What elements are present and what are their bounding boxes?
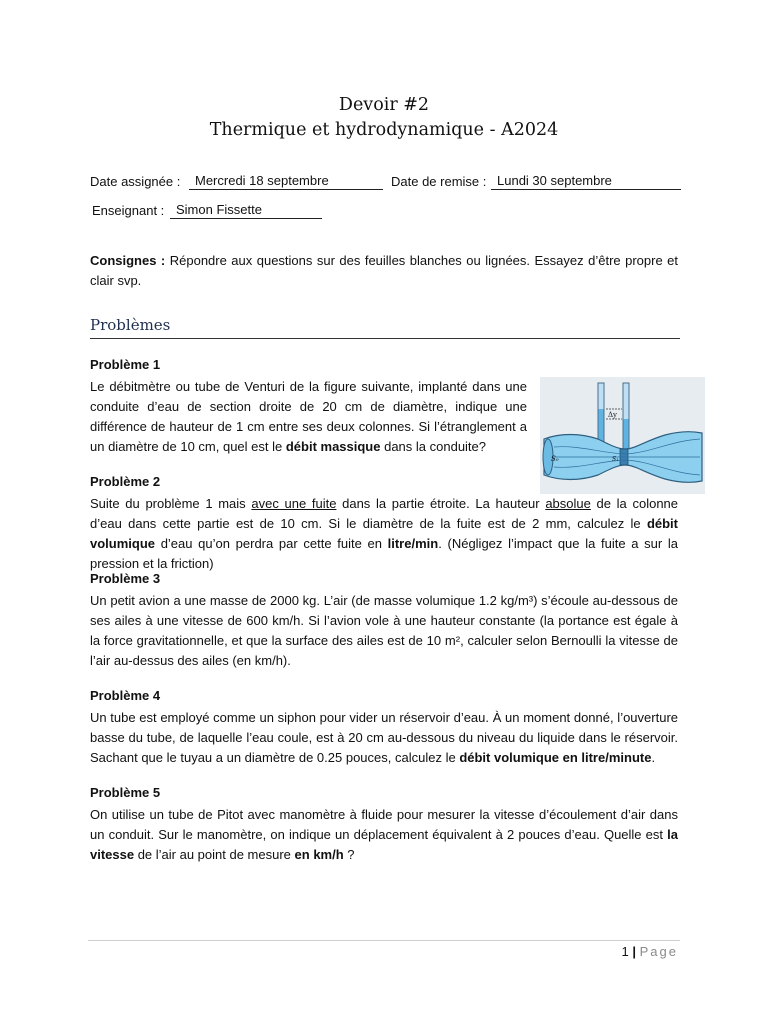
teacher-label: Enseignant : (92, 203, 165, 218)
page-word: Page (639, 944, 678, 959)
problem-2-bold-b: litre/min (387, 536, 439, 551)
figure-label-s1: S₁ (612, 456, 619, 463)
problem-2-text-d: d’eau qu’on perdra par cette fuite en (155, 536, 388, 551)
problem-5-title: Problème 5 (90, 785, 161, 800)
section-title: Problèmes (90, 316, 680, 339)
problem-2-text-b: dans la partie étroite. La hauteur (336, 496, 546, 511)
problem-4-title: Problème 4 (90, 688, 161, 703)
problem-2-text-e: . (Négligez l’impact que la fuite a sur la pression et la friction) (90, 536, 678, 571)
document-title: Devoir #2 (338, 95, 430, 115)
document-subtitle: Thermique et hydrodynamique - A2024 (209, 120, 559, 140)
date-assigned-label: Date assignée : (90, 174, 181, 189)
problem-1-title: Problème 1 (90, 357, 161, 372)
problem-1-text-b: dans la conduite? (380, 439, 487, 454)
problem-1-text (90, 377, 527, 457)
problem-5-text-b: de l’air au point de mesure (134, 847, 295, 862)
teacher-value: Simon Fissette (170, 202, 322, 219)
problem-5-bold-a: la vitesse (90, 827, 678, 862)
problem-5-text-c: ? (343, 847, 355, 862)
problem-2-text (90, 494, 678, 574)
problem-4-text-b: . (651, 750, 656, 765)
venturi-diagram (540, 377, 705, 494)
problem-1-bold: débit massique (285, 439, 381, 454)
problem-2-text-a: Suite du problème 1 mais (90, 496, 252, 511)
page-separator: | (628, 944, 640, 959)
figure-label-dy: Δy (608, 411, 618, 419)
footer-divider (88, 940, 680, 941)
problem-2-title: Problème 2 (90, 474, 161, 489)
problem-5-text-a: On utilise un tube de Pitot avec manomètre à fluide pour mesurer la vitesse d’écoulement d’air dans un conduit. Sur le manomètre, on indique un déplacement équivalent à 2 pouces d’eau. Quelle est (90, 807, 678, 842)
instructions (90, 251, 678, 291)
problem-2-bold-a: débit volumique (90, 516, 678, 551)
figure-label-s0: S₀ (551, 455, 559, 463)
page-number: 1 (621, 944, 629, 959)
instructions-text: Répondre aux questions sur des feuilles blanches ou lignées. Essayez d’être propre et clair svp. (90, 253, 678, 288)
problem-4-text-a: Un tube est employé comme un siphon pour vider un réservoir d’eau. À un moment donné, l’ouverture basse du tube, de laquelle l’eau coule, est à 20 cm au-dessous du niveau du liquide dans le réservoir. Sachant que le tuyau a un diamètre de 0.25 pouces, calculez le (90, 710, 678, 765)
problem-4-bold: débit volumique en litre/minute (459, 750, 652, 765)
problem-5-bold-b: en km/h (294, 847, 344, 862)
problem-4-text (90, 708, 678, 768)
problem-5-text (90, 805, 678, 865)
due-date-label: Date de remise : (391, 174, 487, 189)
page-footer (622, 944, 678, 959)
problem-2-text-c: de la colonne d’eau dans cette partie est de 10 cm. Si le diamètre de la fuite est de 2 mm, calculez le (90, 496, 679, 531)
due-date-value: Lundi 30 septembre (491, 173, 681, 190)
problem-3-title: Problème 3 (90, 571, 161, 586)
problem-3-text: Un petit avion a une masse de 2000 kg. L’air (de masse volumique 1.2 kg/m³) s’écoule au-dessous de ses ailes à une vitesse de 600 km/h. Si l’avion vole à une hauteur constante (la portance est égale à la force gravitationnelle, et que la surface des ailes est de 10 m², calculer selon Bernoulli la vitesse de l’air au-dessus des ailes (en km/h). (90, 593, 678, 668)
problem-2-underline-b: absolue (545, 496, 591, 511)
date-assigned-value: Mercredi 18 septembre (189, 173, 383, 190)
venturi-figure (540, 377, 705, 494)
problem-1-text-a: Le débitmètre ou tube de Venturi de la figure suivante, implanté dans une conduite d’eau de section droite de 20 cm de diamètre, indique une différence de hauteur de 1 cm entre ses deux colonnes. Si l’étranglement a un diamètre de 10 cm, quel est le (90, 379, 527, 454)
instructions-label: Consignes : (90, 253, 166, 268)
problem-2-underline-a: avec une fuite (251, 496, 337, 511)
